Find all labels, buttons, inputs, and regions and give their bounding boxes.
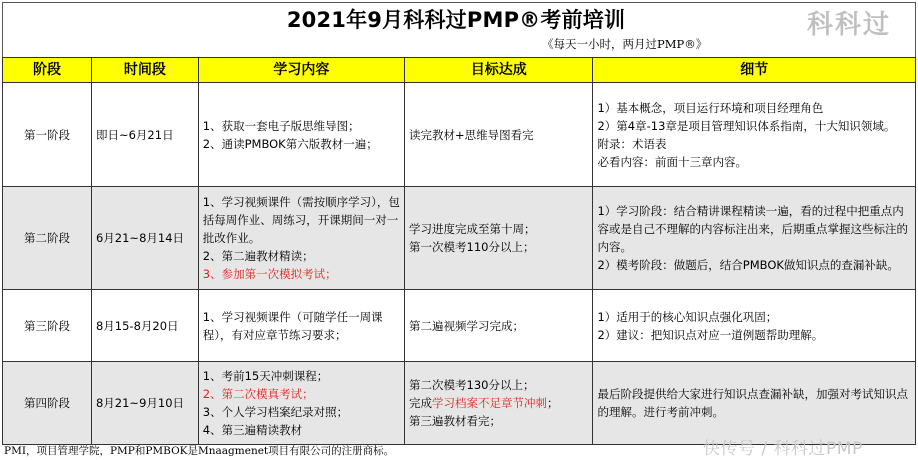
learn-item: 2、通读PMBOK第六版教材一遍； (202, 136, 378, 151)
stage-cell: 第三阶段 (3, 290, 92, 362)
goal-cell (405, 187, 593, 290)
learn-item: 1、学习视频课件（可随学任一周课程），有对应章节练习要求； (202, 309, 383, 342)
stage-cell: 第二阶段 (3, 187, 92, 290)
learn-item: 1、学习视频课件（需按顺序学习），包括每周作业、周练习，开课期间一对一批改作业。 (202, 195, 400, 245)
page-title: 2021年9月科科过PMP®考前培训 (286, 8, 626, 32)
time-cell: 即日~6月21日 (91, 83, 198, 187)
watermark-bottom: 快传号 / 科科过PMP (703, 439, 863, 459)
table-header-row (3, 58, 916, 83)
page-subtitle: 《每天一小时，两月过PMP®》 (542, 37, 708, 51)
table-row (3, 187, 916, 290)
goal-item-composite (409, 394, 588, 412)
learn-item: 3、个人学习档案纪录对照； (202, 405, 349, 419)
learn-cell (198, 83, 404, 187)
goal-cell (405, 83, 593, 187)
detail-item: 2）模考阶段：做题后，结合PMBOK做知识点的查漏补缺。 (597, 258, 899, 272)
table-row (3, 362, 916, 445)
learn-item: 1、考前15天冲刺课程； (202, 369, 329, 383)
table-row (3, 290, 916, 362)
detail-item: 必看内容：前面十三章内容。 (597, 154, 747, 169)
detail-cell (593, 290, 916, 362)
detail-cell (593, 187, 916, 290)
goal-text: ； (547, 396, 559, 410)
column-header-stage: 阶段 (3, 58, 92, 83)
learn-cell (198, 187, 404, 290)
goal-item: 第二次模考130分以上； (409, 378, 535, 392)
learn-cell (198, 362, 404, 445)
detail-item: 2）第4章-13章是项目管理知识体系指南，十大知识领域。 (597, 118, 896, 133)
goal-text-highlight: 学习档案不足章节冲刺 (432, 396, 548, 410)
learn-cell (198, 290, 404, 362)
column-header-detail: 细节 (593, 58, 916, 83)
goal-item: 第一次模考110分以上； (409, 240, 535, 254)
learn-item-highlight: 3、参加第一次模拟考试； (202, 267, 337, 281)
detail-item: 1）学习阶段：结合精讲课程精读一遍，看的过程中把重点内容或是自己不理解的内容标注出来，后期重点掌握这些标注的内容。 (597, 204, 908, 254)
watermark-top: 科科过 (807, 10, 892, 40)
column-header-time: 时间段 (91, 58, 198, 83)
column-header-goal: 目标达成 (405, 58, 593, 83)
goal-item: 读完教材+思维导图看完 (409, 127, 534, 142)
detail-cell (593, 362, 916, 445)
goal-cell (405, 290, 593, 362)
detail-item: 最后阶段提供给大家进行知识点查漏补缺，加强对考试知识点的理解。进行考前冲刺。 (597, 387, 908, 419)
time-cell: 6月21~8月14日 (91, 187, 198, 290)
detail-item: 2）建议：把知识点对应一道例题帮助理解。 (597, 327, 824, 342)
learn-item: 4、第三遍精读教材 (202, 423, 303, 437)
goal-text: 完成 (409, 396, 433, 410)
goal-cell (405, 362, 593, 445)
learn-item: 2、第二遍教材精读； (202, 249, 314, 263)
goal-item: 学习进度完成至第十周； (409, 222, 536, 236)
detail-item: 1）基本概念，项目运行环境和项目经理角色 (597, 100, 824, 115)
time-cell: 8月15-8月20日 (91, 290, 198, 362)
learn-item: 1、获取一套电子版思维导图； (202, 118, 360, 133)
detail-cell (593, 83, 916, 187)
table-row (3, 83, 916, 187)
goal-item: 第二遍视频学习完成； (409, 318, 525, 333)
training-plan-table (2, 57, 916, 445)
footer-note: PMI，项目管理学院，PMP和PMBOK是Mnaagmenet项目有限公司的注册商标。 (4, 445, 395, 457)
goal-item: 第三遍教材看完； (409, 414, 502, 428)
column-header-learn: 学习内容 (198, 58, 404, 83)
detail-item: 1）适用于的核心知识点强化巩固； (597, 309, 778, 324)
time-cell: 8月21~9月10日 (91, 362, 198, 445)
detail-item: 附录：术语表 (597, 136, 667, 151)
stage-cell: 第四阶段 (3, 362, 92, 445)
stage-cell: 第一阶段 (3, 83, 92, 187)
learn-item-highlight: 2、第二次模真考试； (202, 387, 314, 401)
